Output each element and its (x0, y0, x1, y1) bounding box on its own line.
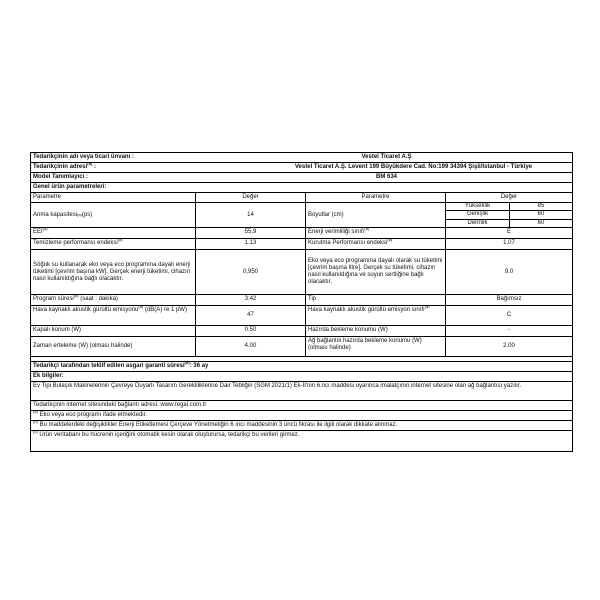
off-mode-label: Kapalı konum (W) (31, 326, 196, 336)
delay-label: Zaman erteleme (W) (olması halinde) (31, 337, 196, 356)
off-mode-row (31, 326, 572, 337)
noise-class-value: C (506, 312, 512, 318)
eei-label: EEI (33, 229, 43, 235)
cleaning-value: 1.13 (196, 239, 306, 249)
dim-height-value: 85 (537, 203, 545, 209)
footnote-a-row (31, 411, 572, 421)
drying-label: Kurutma Performansı endeksi (308, 240, 388, 246)
header-param-right: Parametre (306, 193, 446, 202)
extra-text2-row (31, 401, 572, 411)
cleaning-note: (a) (117, 239, 123, 242)
standby-label: Hazırda bekleme konumu (W) (306, 326, 446, 336)
header-row (31, 193, 572, 203)
general-title: Genel ürün parametreleri: (33, 184, 107, 190)
noise-value: 47 (196, 306, 306, 325)
address-note: (b) (87, 163, 93, 166)
noise-label: Hava kaynaklı akustik gürültü emisyonu (33, 307, 139, 313)
footnote-a (31, 411, 572, 420)
eei-row (31, 228, 572, 239)
address-label: Tedarikçinin adresi (33, 164, 88, 170)
noise-unit: (dB(A) re 1 pW) (143, 307, 187, 313)
footnote-a-text: Eko veya eco programı ifade etmektedir. (39, 412, 147, 418)
program-label-cell (31, 295, 196, 305)
noise-label-cell (31, 306, 196, 325)
drying-note: (a) (387, 239, 393, 242)
dim-depth-row (446, 220, 572, 227)
noise-row (31, 306, 572, 326)
delay-value: 4.00 (196, 337, 306, 356)
warranty-row (31, 362, 572, 372)
warranty-cell (31, 362, 572, 371)
footnote-b (31, 421, 572, 430)
off-mode-value: 0.50 (196, 326, 306, 336)
energy-class-note: (a) (364, 228, 370, 231)
cleaning-row (31, 239, 572, 250)
capacity-dimensions-row (31, 203, 572, 228)
dimensions-values (446, 203, 572, 227)
energy-eco-value: 0,950 (196, 250, 306, 294)
extra-text1: Ev Tipi Bulaşık Makinelerinin Çevreye Duyarlı Tasarım Gerekliliklerine Dair Tebliğin (SGM 2021/1) Ek-II'nin 6.ncı maddesi uyarınca imalatçının internet sitesine olan ağ bağlantısı yazılır. (33, 383, 522, 389)
address-row (31, 163, 572, 173)
program-row (31, 295, 572, 306)
noise-class-label: Hava kaynaklı akustik gürültü emisyon sınıfı (308, 307, 425, 313)
footnote-c-text: Ürün veritabanı bu hücrenin içeriğini otomatik kesin olarak oluşturursa, tedarikçi bu verileri girmez. (39, 432, 300, 438)
program-value: 3:42 (196, 295, 306, 305)
noise-note: (a) (138, 306, 144, 309)
noise-class-label-cell (306, 306, 446, 325)
energy-class-label: Enerji verimliliği sınıfı (308, 229, 365, 235)
model-row (31, 173, 572, 183)
footnote-b-row (31, 421, 572, 431)
cleaning-label-cell (31, 239, 196, 249)
program-label: Program süresi (33, 296, 74, 302)
water-eco-label: Eko veya eco programına dayalı olarak su tüketimi [çevrim başına litre]. Gerçek su tüketimi, cihazın nasıl kullanıldığına ve suyun sertliğine bağlı olacaktır. (306, 250, 446, 294)
energy-class-value: E (506, 229, 511, 235)
capacity-unit: (ps) (81, 211, 93, 218)
capacity-label: Anma kapasitesi (33, 211, 78, 218)
footnote-b-mark: (b) (33, 419, 38, 424)
extra-text2: Tedarikçinin internet sitesindeki bağlantı adresi: www.regal.com.tr (33, 402, 207, 408)
supplier-value: Vestel Ticaret A.Ş (361, 154, 412, 160)
warranty-label: Tedarikçi tarafından teklif edilen asgari garanti süresi (33, 363, 185, 369)
extra-text1-row (31, 382, 572, 401)
footnote-a-mark: (a) (33, 409, 38, 414)
standby-value: - (508, 327, 510, 333)
cleaning-label: Temizleme performansı endeksi (33, 240, 118, 246)
noise-class-note: (a) (424, 306, 430, 309)
warranty-value: : 36 ay (189, 363, 209, 369)
footnote-c-mark: (c) (33, 429, 38, 434)
program-note: (a) (73, 295, 79, 298)
drying-label-cell (306, 239, 446, 249)
eei-note: (a) (42, 228, 48, 231)
delay-row (31, 337, 572, 357)
dim-width-value: 60 (537, 211, 545, 218)
capacity-value: 14 (196, 203, 306, 227)
footnote-b-text: Bu maddelerdeki değişiklikler Enerji Etiketlemesi Çerçeve Yönetmeliğin 6 ıncı maddesinin 3 üncü fıkrası ile ilgili olarak dikkate alınmaz. (39, 422, 398, 428)
network-standby-label: Ağ bağlantılı hazırda bekleme konumu (W) (olması halinde) (306, 337, 446, 356)
consumption-row (31, 250, 572, 295)
header-value-left: Değer (196, 193, 306, 202)
energy-info-sheet (30, 152, 573, 452)
energy-eco-label: Söğuk su kullanarak eko veya eco programına dayalı enerji tüketimi [çevrim başına kW]. Gerçek enerji tüketimi, cihazın nasıl kullanıldığına bağlı olacaktır. (31, 250, 196, 294)
warranty-note: (b) (184, 360, 190, 365)
network-standby-value: 2.00 (503, 343, 515, 349)
address-label-cell: Tedarikçinin adresi$^{(b)}$ : (33, 163, 97, 170)
water-eco-value: 9.0 (504, 268, 514, 275)
model-label: Model Tanımlayıcı : (33, 174, 88, 180)
energy-class-label-cell (306, 228, 446, 238)
dim-width-label: Genişlik (446, 211, 510, 218)
eei-label-cell (31, 228, 196, 238)
capacity-label-cell: Anma kapasitesi (a) (ps) (31, 203, 196, 227)
footnote-c (31, 431, 572, 451)
dim-width-row (446, 211, 572, 219)
dim-height-row (446, 203, 572, 211)
model-value: BM 634 (375, 174, 397, 180)
address-value: Vestel Ticaret A.Ş. Levent 199 Büyükdere Cad. No:199 34394 Şişli/İstanbul - Türkiye (294, 164, 532, 170)
dim-depth-label: Derinlik (446, 220, 510, 227)
extra-title-row (31, 372, 572, 382)
dim-height-label: Yükseklik (446, 203, 510, 210)
general-title-row (31, 183, 572, 193)
type-label: Tip (306, 295, 446, 305)
supplier-row (31, 153, 572, 163)
header-value-right: Değer (500, 194, 518, 200)
eei-value: 55.9 (196, 228, 306, 238)
supplier-label: Tedarikçinin adı veya ticari ünvanı : (33, 154, 134, 160)
dim-depth-value: 60 (537, 219, 545, 226)
footnote-c-row (31, 431, 572, 451)
header-param-left: Parametre (31, 193, 196, 202)
program-unit: (saat : dakika) (78, 296, 118, 302)
extra-title: Ek bilgiler: (33, 373, 64, 379)
drying-value: 1.07 (503, 240, 515, 246)
type-value: Bağımsız (496, 296, 522, 302)
dimensions-label: Boyutlar (cm) (306, 203, 446, 227)
